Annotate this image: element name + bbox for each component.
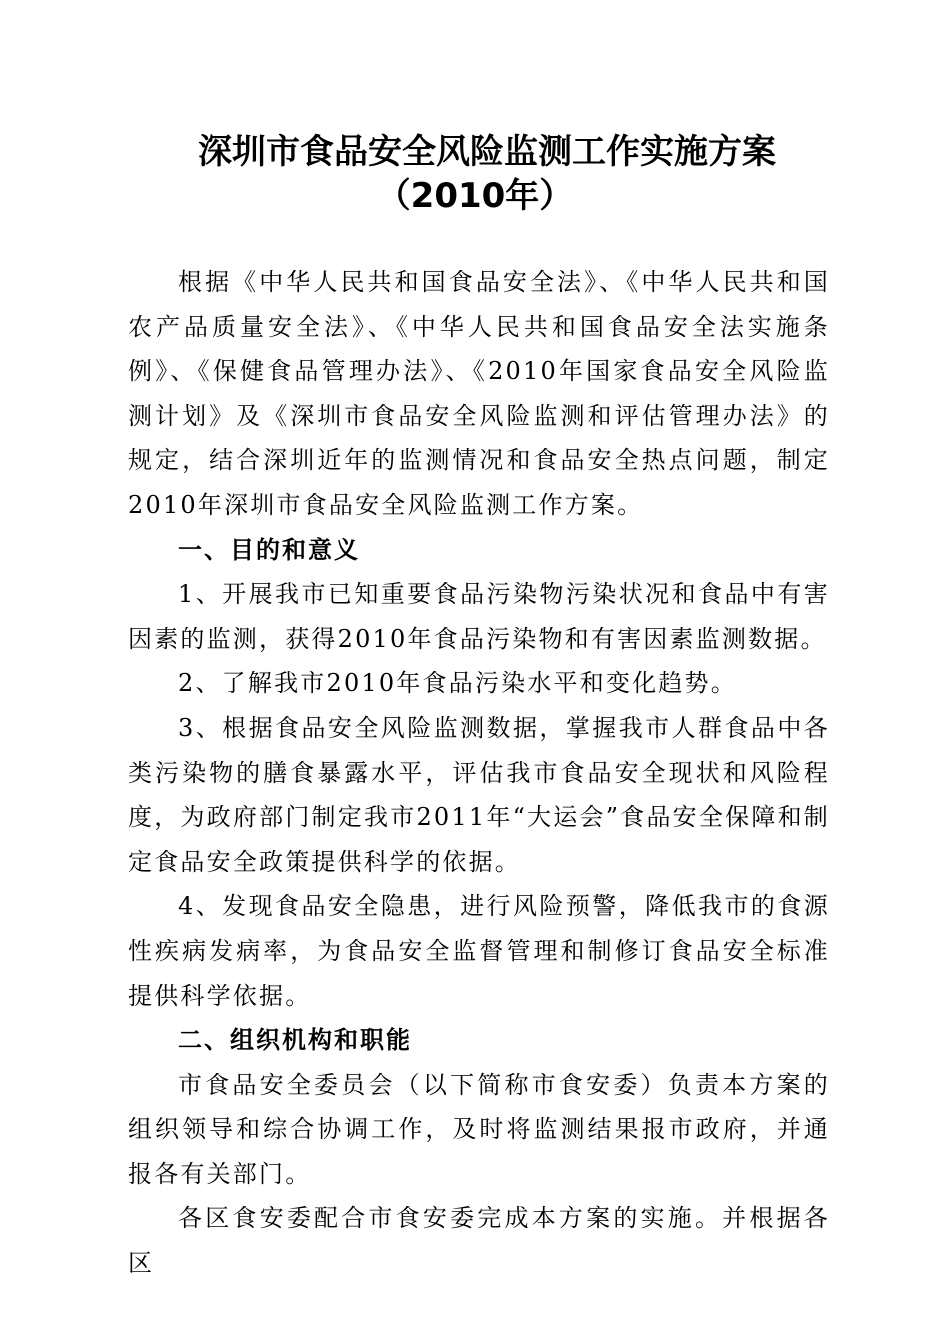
document-title: 深圳市食品安全风险监测工作实施方案: [198, 132, 776, 172]
purpose-item-4: 4、发现食品安全隐患，进行风险预警，降低我市的食源性疾病发病率，为食品安全监督管理和制修订食品安全标准提供科学依据。: [128, 892, 830, 1010]
organization-paragraph-2: 各区食安委配合市食安委完成本方案的实施。并根据各区: [128, 1204, 830, 1278]
purpose-item-2: 2、了解我市2010年食品污染水平和变化趋势。: [178, 669, 737, 698]
intro-paragraph: 根据《中华人民共和国食品安全法》、《中华人民共和国农产品质量安全法》、《中华人民共和国食品安全法实施条例》、《保健食品管理办法》、《2010年国家食品安全风险监测计划》及《深圳市食品安全风险监测和评估管理办法》的规定，结合深圳近年的监测情况和食品安全热点问题，制定2010年深圳市食品安全风险监测工作方案。: [128, 268, 830, 519]
document-subtitle: （2010年）: [376, 176, 574, 216]
section-heading-organization: 二、组织机构和职能: [178, 1026, 412, 1055]
purpose-item-1: 1、开展我市已知重要食品污染物污染状况和食品中有害因素的监测，获得2010年食品污染物和有害因素监测数据。: [128, 580, 830, 653]
document-body: [128, 260, 830, 1286]
organization-paragraph-1: 市食品安全委员会（以下简称市食安委）负责本方案的组织领导和综合协调工作，及时将监测结果报市政府，并通报各有关部门。: [128, 1070, 830, 1188]
purpose-item-3: 3、根据食品安全风险监测数据，掌握我市人群食品中各类污染物的膳食暴露水平，评估我市食品安全现状和风险程度，为政府部门制定我市2011年“大运会”食品安全保障和制定食品安全政策提供科学的依据。: [128, 713, 830, 876]
section-heading-purpose: 一、目的和意义: [178, 535, 360, 564]
